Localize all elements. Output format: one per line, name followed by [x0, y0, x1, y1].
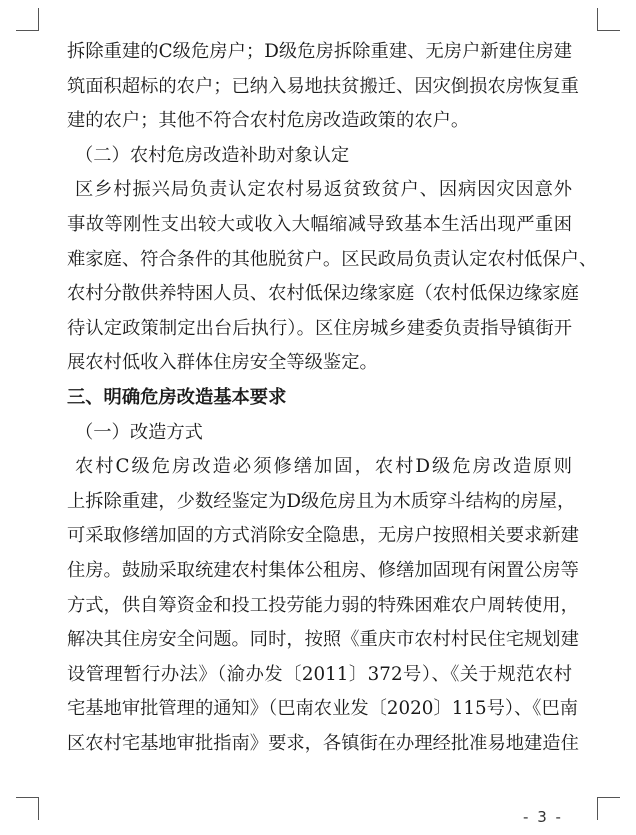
body-line: 难家庭、符合条件的其他脱贫户。区民政局负责认定农村低保户、	[67, 248, 598, 270]
body-line: 宅基地审批管理的通知》（巴南农业发〔2020〕115号）、《巴南	[67, 698, 579, 720]
body-line: 农村C级危房改造必须修缮加固，农村D级危房改造原则	[75, 456, 572, 478]
page-number: - 3 -	[523, 808, 563, 826]
crop-mark-bottom-left	[16, 797, 39, 820]
body-line: 可采取修缮加固的方式消除安全隐患，无房户按照相关要求新建	[67, 525, 579, 547]
subsection-heading: （二）农村危房改造补助对象认定	[75, 144, 350, 166]
body-line: 农村分散供养特困人员、农村低保边缘家庭（农村低保边缘家庭	[67, 283, 579, 305]
body-line: 展农村低收入群体住房安全等级鉴定。	[67, 352, 378, 374]
body-line: 方式，供自筹资金和投工投劳能力弱的特殊困难农户周转使用，	[67, 594, 579, 616]
body-line: 住房。鼓励采取统建农村集体公租房、修缮加固现有闲置公房等	[67, 559, 579, 581]
section-heading: 三、明确危房改造基本要求	[67, 386, 287, 408]
body-line: 拆除重建的C级危房户；D级危房拆除重建、无房户新建住房建	[67, 41, 572, 62]
body-line: 事故等刚性支出较大或收入大幅缩减导致基本生活出现严重困	[67, 213, 572, 235]
body-line: 区农村宅基地审批指南》要求，各镇街在办理经批准易地建造住	[67, 732, 579, 754]
body-line: 筑面积超标的农户；已纳入易地扶贫搬迁、因灾倒损农房恢复重	[67, 75, 579, 97]
body-line: 建的农户；其他不符合农村危房改造政策的农户。	[67, 110, 470, 132]
body-line: 区乡村振兴局负责认定农村易返贫致贫户、因病因灾因意外	[75, 179, 572, 201]
crop-mark-bottom-right	[597, 797, 620, 820]
body-line: 待认定政策制定出台后执行）。区住房城乡建委负责指导镇街开	[67, 317, 572, 339]
document-body	[67, 35, 598, 761]
crop-mark-top-left	[16, 8, 39, 31]
crop-mark-top-right	[597, 8, 620, 31]
body-line: 解决其住房安全问题。同时，按照《重庆市农村村民住宅规划建	[67, 629, 579, 651]
subsection-heading: （一）改造方式	[75, 421, 203, 443]
body-line: 上拆除重建，少数经鉴定为D级危房且为木质穿斗结构的房屋，	[67, 490, 576, 512]
body-line: 设管理暂行办法》（渝办发〔2011〕372号）、《关于规范农村	[67, 663, 572, 685]
